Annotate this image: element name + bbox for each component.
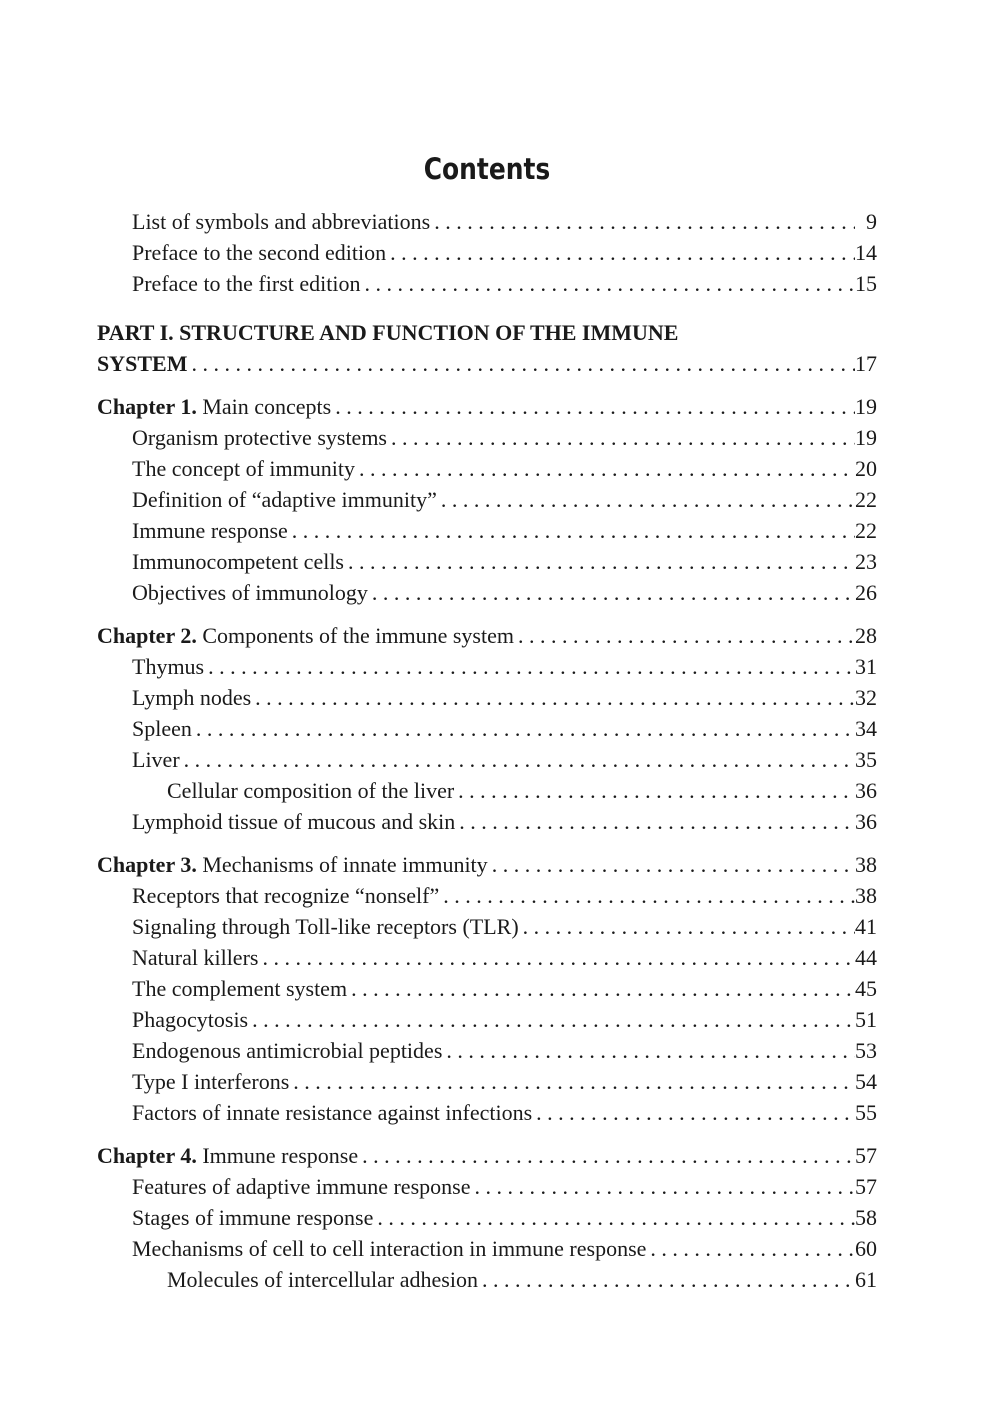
page-number: 28 — [855, 623, 877, 648]
chapter-entry[interactable] — [97, 620, 877, 651]
dot-leader — [248, 1004, 855, 1035]
entry-label: Molecules of intercellular adhesion — [167, 1267, 478, 1292]
entry-label: Features of adaptive immune response — [132, 1174, 471, 1199]
page-number: 34 — [855, 716, 877, 741]
dot-leader — [258, 942, 855, 973]
page-number: 38 — [855, 852, 877, 877]
section-entry[interactable] — [97, 484, 877, 515]
page-number: 35 — [855, 747, 877, 772]
section-entry[interactable] — [97, 1097, 877, 1128]
page-number: 26 — [855, 580, 877, 605]
section-entry[interactable] — [97, 775, 877, 806]
section-entry[interactable] — [97, 1264, 877, 1295]
entry-label: Signaling through Toll-like receptors (TLR) — [132, 914, 519, 939]
section-entry[interactable] — [97, 744, 877, 775]
dot-leader — [519, 911, 855, 942]
toc-entry[interactable] — [97, 206, 877, 237]
page-number: 9 — [866, 209, 877, 234]
entry-label: Phagocytosis — [132, 1007, 249, 1032]
toc-entry[interactable] — [97, 237, 877, 268]
entry-label: Chapter 2. Components of the immune system — [97, 623, 514, 648]
page-number: 55 — [855, 1100, 877, 1125]
dot-leader — [344, 546, 855, 577]
section-entry[interactable] — [97, 546, 877, 577]
chapter-block — [97, 849, 877, 1128]
dot-leader — [288, 515, 855, 546]
page-number: 54 — [855, 1069, 877, 1094]
page-number: 14 — [855, 240, 877, 265]
entry-label: Immune response — [132, 518, 288, 543]
table-of-contents — [97, 206, 877, 1295]
section-entry[interactable] — [97, 1035, 877, 1066]
page-number: 57 — [855, 1174, 877, 1199]
entry-label: Stages of immune response — [132, 1205, 374, 1230]
entry-label: Preface to the second edition — [132, 240, 387, 265]
dot-leader — [455, 806, 855, 837]
entry-label: Endogenous antimicrobial peptides — [132, 1038, 443, 1063]
page-number: 60 — [855, 1236, 877, 1261]
entry-label: List of symbols and abbreviations — [132, 209, 431, 234]
chapter-number: Chapter 3. — [97, 852, 197, 877]
entry-label: Organism protective systems — [132, 425, 387, 450]
entry-label: Factors of innate resistance against infections — [132, 1100, 533, 1125]
page-number: 58 — [855, 1205, 877, 1230]
dot-leader — [386, 237, 855, 268]
chapter-block — [97, 391, 877, 608]
entry-label: Receptors that recognize “nonself” — [132, 883, 440, 908]
page-number: 51 — [855, 1007, 877, 1032]
dot-leader — [192, 713, 855, 744]
page-number: 15 — [855, 271, 877, 296]
dot-leader — [514, 620, 855, 651]
dot-leader — [180, 744, 855, 775]
dot-leader — [347, 973, 855, 1004]
toc-entry[interactable] — [97, 268, 877, 299]
dot-leader — [470, 1171, 855, 1202]
dot-leader — [331, 391, 855, 422]
dot-leader — [368, 577, 855, 608]
page-number: 57 — [855, 1143, 877, 1168]
dot-leader — [646, 1233, 855, 1264]
page-number: 32 — [855, 685, 877, 710]
page-number: 22 — [855, 487, 877, 512]
entry-label: Lymph nodes — [132, 685, 252, 710]
chapter-entry[interactable] — [97, 849, 877, 880]
entry-label: Definition of “adaptive immunity” — [132, 487, 437, 512]
entry-label: Type I interferons — [132, 1069, 290, 1094]
section-entry[interactable] — [97, 880, 877, 911]
entry-label: Objectives of immunology — [132, 580, 368, 605]
section-entry[interactable] — [97, 453, 877, 484]
front-matter-list — [97, 206, 877, 299]
entry-label: Natural killers — [132, 945, 259, 970]
entry-label: Chapter 4. Immune response — [97, 1143, 359, 1168]
section-entry[interactable] — [97, 1171, 877, 1202]
entry-label: Lymphoid tissue of mucous and skin — [132, 809, 456, 834]
dot-leader — [373, 1202, 855, 1233]
section-entry[interactable] — [97, 942, 877, 973]
entry-label: The complement system — [132, 976, 348, 1001]
section-entry[interactable] — [97, 1066, 877, 1097]
section-entry[interactable] — [97, 682, 877, 713]
dot-leader — [442, 1035, 855, 1066]
page-number: 23 — [855, 549, 877, 574]
entry-label: Spleen — [132, 716, 192, 741]
dot-leader — [437, 484, 855, 515]
page-number: 61 — [855, 1267, 877, 1292]
section-entry[interactable] — [97, 713, 877, 744]
entry-label: The concept of immunity — [132, 456, 355, 481]
dot-leader — [360, 268, 855, 299]
page-number: 20 — [855, 456, 877, 481]
dot-leader — [251, 682, 855, 713]
chapter-block — [97, 620, 877, 837]
entry-label: Liver — [132, 747, 180, 772]
part-title-line2-entry — [97, 348, 877, 379]
dot-leader — [532, 1097, 855, 1128]
page-number: 22 — [855, 518, 877, 543]
page-number: 44 — [855, 945, 877, 970]
dot-leader — [430, 206, 855, 237]
page-number: 53 — [855, 1038, 877, 1063]
section-entry[interactable] — [97, 422, 877, 453]
entry-label: Immunocompetent cells — [132, 549, 344, 574]
chapter-entry[interactable] — [97, 1140, 877, 1171]
section-entry[interactable] — [97, 806, 877, 837]
dot-leader — [387, 422, 855, 453]
section-entry[interactable] — [97, 1202, 877, 1233]
dot-leader — [454, 775, 855, 806]
part-heading[interactable] — [97, 317, 877, 379]
section-entry[interactable] — [97, 577, 877, 608]
section-entry[interactable] — [97, 1004, 877, 1035]
dot-leader — [289, 1066, 855, 1097]
section-entry[interactable] — [97, 911, 877, 942]
dot-leader — [439, 880, 855, 911]
section-entry[interactable] — [97, 651, 877, 682]
chapter-block — [97, 1140, 877, 1295]
chapters-list — [97, 391, 877, 1295]
page-number: 31 — [855, 654, 877, 679]
dot-leader — [204, 651, 855, 682]
page-number: 19 — [855, 425, 877, 450]
chapter-number: Chapter 1. — [97, 394, 197, 419]
entry-label: Preface to the first edition — [132, 271, 361, 296]
entry-label: Thymus — [132, 654, 205, 679]
part-title-line2: SYSTEM — [97, 351, 188, 376]
dot-leader — [488, 849, 855, 880]
page-number: 36 — [855, 809, 877, 834]
page-number: 19 — [855, 394, 877, 419]
page-title: Contents — [423, 152, 551, 186]
dot-leader — [187, 348, 855, 379]
section-entry[interactable] — [97, 515, 877, 546]
dot-leader — [355, 453, 855, 484]
section-entry[interactable] — [97, 1233, 877, 1264]
chapter-number: Chapter 2. — [97, 623, 197, 648]
dot-leader — [478, 1264, 855, 1295]
part-title-line1: PART I. STRUCTURE AND FUNCTION OF THE IMMUNE — [97, 320, 679, 345]
section-entry[interactable] — [97, 973, 877, 1004]
chapter-entry[interactable] — [97, 391, 877, 422]
page-number: 41 — [855, 914, 877, 939]
entry-label: Cellular composition of the liver — [167, 778, 455, 803]
dot-leader — [358, 1140, 855, 1171]
entry-label: Chapter 1. Main concepts — [97, 394, 332, 419]
chapter-number: Chapter 4. — [97, 1143, 197, 1168]
entry-label: Chapter 3. Mechanisms of innate immunity — [97, 852, 488, 877]
page-number: 38 — [855, 883, 877, 908]
page-number: 36 — [855, 778, 877, 803]
entry-label: Mechanisms of cell to cell interaction in immune response — [132, 1236, 647, 1261]
page-number: 17 — [855, 351, 877, 376]
page-number: 45 — [855, 976, 877, 1001]
